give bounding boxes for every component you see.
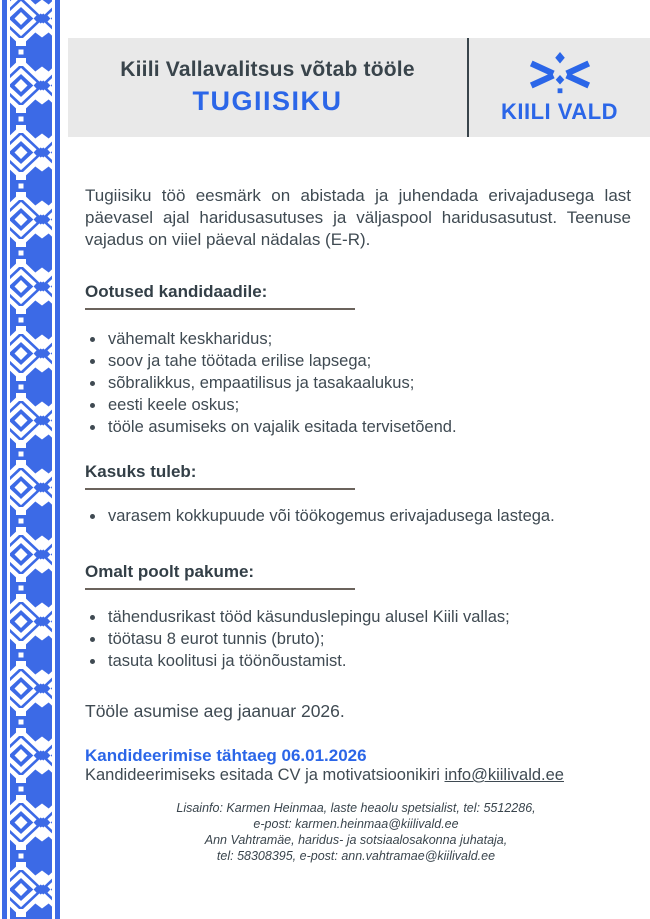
list-item: • tähendusrikast tööd käsunduslepingu alusel Kiili vallas; xyxy=(106,606,631,628)
contact-info xyxy=(62,800,650,864)
apply-instruction-text: Kandideerimiseks esitada CV ja motivatsioonikiri xyxy=(85,766,445,784)
contact-line: Ann Vahtramäe, haridus- ja sotsiaalosakonna juhataja, xyxy=(204,833,508,847)
contact-line: e-post: karmen.heinmaa@kiilivald.ee xyxy=(253,817,459,831)
start-date-text: Tööle asumise aeg jaanuar 2026. xyxy=(85,701,345,721)
estonian-folk-pattern-icon xyxy=(0,0,62,919)
email-link[interactable]: info@kiilivald.ee xyxy=(444,766,564,784)
section-heading-expectations: Ootused kandidaadile: xyxy=(85,282,355,310)
contact-line: tel: 58308395, e-post: ann.vahtramae@kiilivald.ee xyxy=(216,849,496,863)
advantages-list xyxy=(85,505,631,527)
folk-pattern-border xyxy=(0,0,62,919)
logo-text: KIILI VALD xyxy=(500,98,619,124)
list-item: • tööle asumiseks on vajalik esitada tervisetõend. xyxy=(106,416,631,438)
offer-list xyxy=(85,606,631,672)
list-item: • töötasu 8 eurot tunnis (bruto); xyxy=(106,628,631,650)
title-block xyxy=(68,38,467,137)
list-item: • vähemalt keskharidus; xyxy=(106,328,631,350)
list-item: • tasuta koolitusi ja töönõustamist. xyxy=(106,650,631,672)
deadline-text: Kandideerimise tähtaeg 06.01.2026 xyxy=(85,746,367,765)
job-title: TUGIISIKU xyxy=(192,86,343,116)
apply-instruction xyxy=(85,766,631,785)
intro-paragraph: Tugiisiku töö eesmärk on abistada ja juhendada erivajadusega last päevasel ajal haridusasutuses ja väljaspool haridusasutust. Teenuse vajadus on viiel päeval nädalas (E-R). xyxy=(85,186,631,249)
list-item: • eesti keele oskus; xyxy=(106,394,631,416)
page-title: Kiili Vallavalitsus võtab tööle xyxy=(120,58,415,81)
dragonfly-icon xyxy=(528,51,592,97)
header-band xyxy=(68,38,650,137)
list-item: • varasem kokkupuude või töökogemus erivajadusega lastega. xyxy=(106,505,631,527)
section-heading-offer: Omalt poolt pakume: xyxy=(85,562,355,590)
list-item: • sõbralikkus, empaatilisus ja tasakaalukus; xyxy=(106,372,631,394)
section-heading-advantages: Kasuks tuleb: xyxy=(85,462,355,490)
contact-line: Lisainfo: Karmen Heinmaa, laste heaolu spetsialist, tel: 5512286, xyxy=(176,801,536,815)
logo-block xyxy=(469,38,650,137)
list-item: • soov ja tahe töötada erilise lapsega; xyxy=(106,350,631,372)
expectations-list xyxy=(85,328,631,438)
